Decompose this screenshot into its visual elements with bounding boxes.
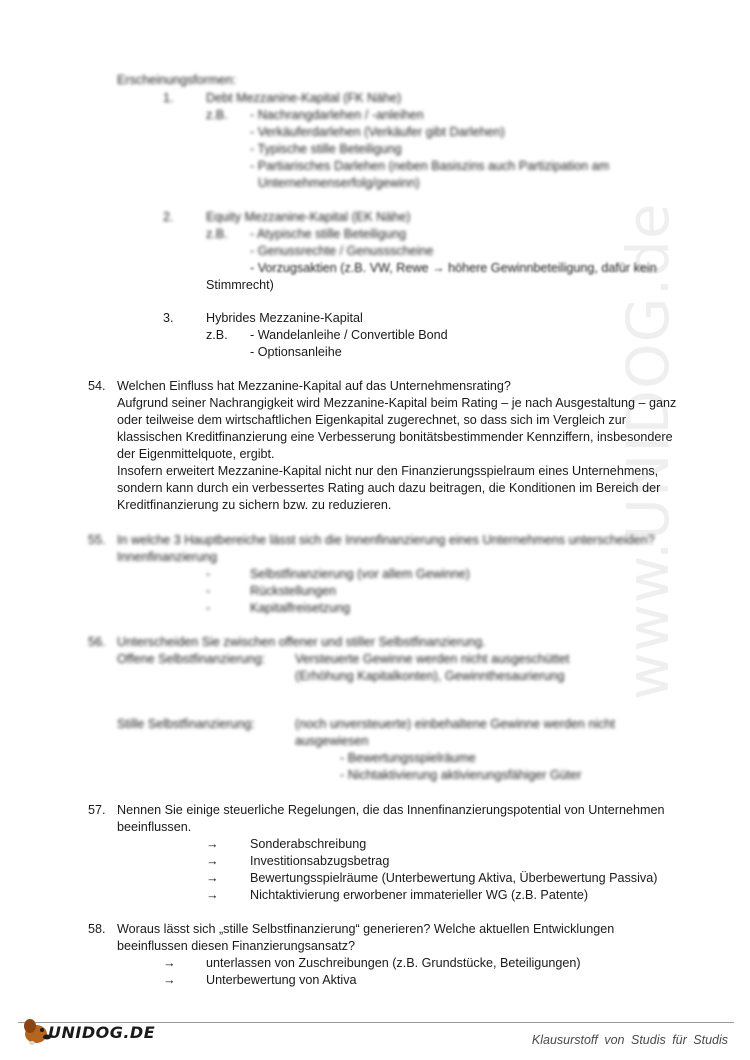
q55-dash: - (206, 584, 211, 598)
footer-tagline: Klausurstoff von Studis für Studis (531, 1033, 728, 1047)
blurred-item1-line: Unternehmenserfolg/gewinn) (258, 176, 420, 190)
blurred-item1-line: - Partiarisches Darlehen (neben Basiszins auch Partizipation am (250, 159, 610, 173)
q54-answer-line: Insofern erweitert Mezzanine-Kapital nicht nur den Finanzierungsspielraum eines Unternehmens, (117, 464, 659, 478)
blurred-item1-line: - Nachrangdarlehen / -anleihen (250, 108, 424, 122)
q56-still-line: ausgewiesen (295, 734, 369, 748)
q58-item: Unterbewertung von Aktiva (206, 973, 357, 987)
q54-question: Welchen Einfluss hat Mezzanine-Kapital auf das Unternehmensrating? (117, 379, 511, 393)
blurred-item1-title: Debt Mezzanine-Kapital (FK Nähe) (206, 91, 402, 105)
blurred-heading: Erscheinungsformen: (117, 73, 237, 87)
q56-still-item: - Bewertungsspielräume (340, 751, 476, 765)
item3-line: - Wandelanleihe / Convertible Bond (250, 328, 448, 342)
q56-number: 56. (88, 635, 106, 649)
q58-question-line: beeinflussen diesen Finanzierungsansatz? (117, 939, 356, 953)
arrow-icon: → (206, 854, 219, 868)
item3-zb: z.B. (206, 328, 228, 342)
q57-item: Nichtaktivierung erworbener immaterieller WG (z.B. Patente) (250, 888, 589, 902)
arrow-icon: → (163, 973, 176, 987)
q54-answer-line: Aufgrund seiner Nachrangigkeit wird Mezzanine-Kapital beim Rating – je nach Ausgestaltung – ganz (117, 396, 677, 410)
q57-item: Bewertungsspielräume (Unterbewertung Aktiva, Überbewertung Passiva) (250, 871, 658, 885)
q56-still-label: Stille Selbstfinanzierung: (117, 717, 255, 731)
q54-answer-line: der Eigenmittelquote, ergibt. (117, 447, 275, 461)
item3-line: - Optionsanleihe (250, 345, 342, 359)
q55-dash: - (206, 601, 211, 615)
blurred-item1-line: - Verkäuferdarlehen (Verkäufer gibt Darlehen) (250, 125, 505, 139)
blurred-item1-zb: z.B. (206, 108, 228, 122)
blurred-item1-line: - Typische stille Beteiligung (250, 142, 402, 156)
q57-item: Sonderabschreibung (250, 837, 367, 851)
blurred-item2-line: - Genussrechte / Genussscheine (250, 244, 434, 258)
q56-offen-label: Offene Selbstfinanzierung: (117, 652, 266, 666)
q55-item: Selbstfinanzierung (vor allem Gewinne) (250, 567, 470, 581)
arrow-icon: → (206, 871, 219, 885)
q55-item: Rückstellungen (250, 584, 337, 598)
q55-sub: Innenfinanzierung (117, 550, 218, 564)
footer-logo-text: UNIDOG.DE (48, 1023, 156, 1042)
q56-offen-line: Versteuerte Gewinne werden nicht ausgeschüttet (295, 652, 570, 666)
q56-still-line: (noch unversteuerte) einbehaltene Gewinne werden nicht (295, 717, 615, 731)
q55-number: 55. (88, 533, 106, 547)
blurred-item2-title: Equity Mezzanine-Kapital (EK Nähe) (206, 210, 411, 224)
q54-answer-line: oder teilweise dem wirtschaftlichen Eigenkapital zugerechnet, so dass sich im Vergleich zur (117, 413, 626, 427)
arrow-icon: → (206, 837, 219, 851)
q57-question-line: Nennen Sie einige steuerliche Regelungen, die das Innenfinanzierungspotential von Unternehmen (117, 803, 665, 817)
blurred-item2-num: 2. (163, 210, 174, 224)
q55-dash: - (206, 567, 211, 581)
q56-offen-line: (Erhöhung Kapitalkonten), Gewinnthesaurierung (295, 669, 565, 683)
blurred-item1-num: 1. (163, 91, 174, 105)
item3-title: Hybrides Mezzanine-Kapital (206, 311, 363, 325)
q56-still-item: - Nichtaktivierung aktivierungsfähiger Güter (340, 768, 582, 782)
item3-num: 3. (163, 311, 174, 325)
q57-question-line: beeinflussen. (117, 820, 192, 834)
q57-number: 57. (88, 803, 106, 817)
arrow-icon: → (163, 956, 176, 970)
q55-question: In welche 3 Hauptbereiche lässt sich die Innenfinanzierung eines Unternehmens unterscheiden? (117, 533, 655, 547)
arrow-icon: → (206, 888, 219, 902)
blurred-item2-zb: z.B. (206, 227, 228, 241)
q54-answer-line: sondern kann durch ein verbessertes Rating auch dazu beitragen, die Konditionen im Bereich der (117, 481, 661, 495)
q54-answer-line: Kreditfinanzierung zu sichern bzw. zu reduzieren. (117, 498, 392, 512)
watermark: www.UNIDOG.de (614, 202, 682, 700)
q58-question-line: Woraus lässt sich „stille Selbstfinanzierung“ generieren? Welche aktuellen Entwicklungen (117, 922, 615, 936)
q58-item: unterlassen von Zuschreibungen (z.B. Grundstücke, Beteiligungen) (206, 956, 581, 970)
q55-item: Kapitalfreisetzung (250, 601, 351, 615)
vorzug-line-cont: Stimmrecht) (206, 278, 274, 292)
q56-question: Unterscheiden Sie zwischen offener und stiller Selbstfinanzierung. (117, 635, 486, 649)
vorzug-line: - Vorzugsaktien (z.B. VW, Rewe → höhere Gewinnbeteiligung, dafür kein (250, 261, 657, 275)
q58-number: 58. (88, 922, 106, 936)
q57-item: Investitionsabzugsbetrag (250, 854, 390, 868)
blurred-item2-line: - Atypische stille Beteiligung (250, 227, 407, 241)
q54-answer-line: klassischen Kreditfinanzierung eine Verbesserung bonitätsbestimmender Kennziffern, insbesondere (117, 430, 673, 444)
q54-number: 54. (88, 379, 106, 393)
